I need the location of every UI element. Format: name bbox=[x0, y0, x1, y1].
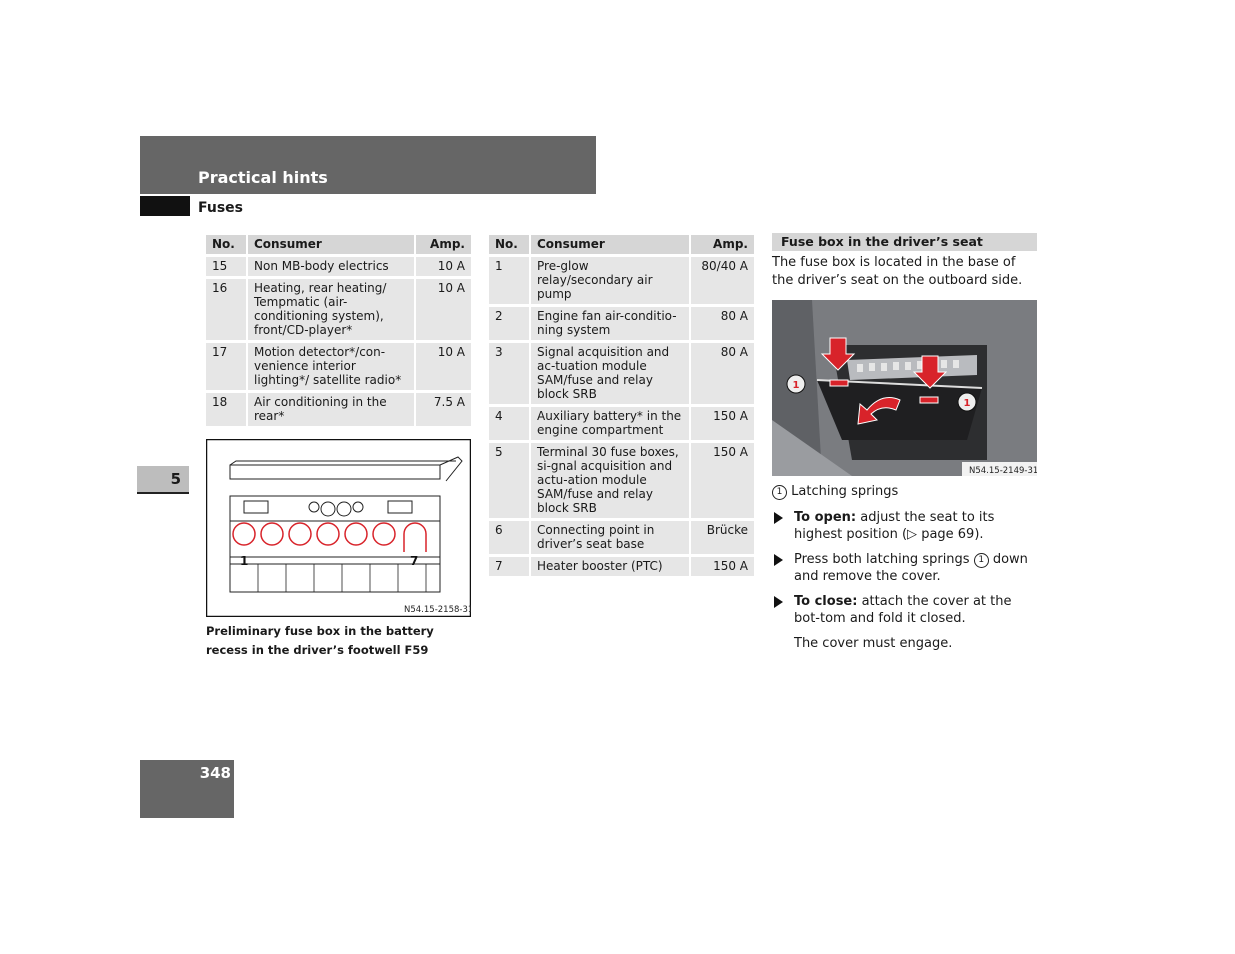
fuse-number: 5 bbox=[489, 443, 529, 518]
figure-caption: Preliminary fuse box in the battery recess in the driver’s footwell F59 bbox=[206, 624, 434, 657]
fuse-amperage: 7.5 A bbox=[414, 393, 471, 426]
step-keyword: To open: bbox=[794, 510, 857, 525]
fuse-number: 6 bbox=[489, 521, 529, 554]
column-header-consumer: Consumer bbox=[529, 235, 689, 254]
fuse-table-left bbox=[206, 232, 471, 429]
column-header-no: No. bbox=[489, 235, 529, 254]
fuse-box-photo-drawing bbox=[772, 300, 1037, 476]
bullet-arrow-icon bbox=[774, 512, 783, 524]
page-number-box bbox=[140, 760, 234, 818]
diagram-label-1: 1 bbox=[240, 554, 249, 568]
fuse-number: 16 bbox=[206, 279, 246, 340]
column-header-no: No. bbox=[206, 235, 246, 254]
photo-marker-right: 1 bbox=[963, 398, 971, 409]
fuse-consumer: Heater booster (PTC) bbox=[529, 557, 689, 576]
legend-number-ref: 1 bbox=[974, 553, 989, 568]
fuse-number: 1 bbox=[489, 257, 529, 304]
fuse-amperage: 80 A bbox=[689, 307, 754, 340]
section-marker bbox=[140, 196, 190, 216]
legend-number: 1 bbox=[772, 485, 787, 500]
table-row bbox=[206, 257, 471, 276]
table-row bbox=[489, 521, 754, 554]
subsection-title: Fuses bbox=[198, 200, 243, 216]
fuse-amperage: 10 A bbox=[414, 343, 471, 390]
fuse-consumer: Heating, rear heating/ Tempmatic (air-conditioning system), front/CD-player* bbox=[246, 279, 414, 340]
fuse-amperage: 150 A bbox=[689, 407, 754, 440]
fuse-box-diagram bbox=[206, 439, 471, 617]
table-row bbox=[206, 279, 471, 340]
page-number: 348 bbox=[199, 764, 231, 782]
fuse-number: 2 bbox=[489, 307, 529, 340]
fuse-number: 18 bbox=[206, 393, 246, 426]
table-row bbox=[489, 307, 754, 340]
fuse-consumer: Connecting point in driver’s seat base bbox=[529, 521, 689, 554]
legend-item bbox=[772, 483, 1037, 501]
column-header-amp: Amp. bbox=[414, 235, 471, 254]
chapter-tab[interactable] bbox=[137, 466, 189, 494]
table-row bbox=[206, 393, 471, 426]
table-row bbox=[489, 443, 754, 518]
step-text: down and remove the cover. bbox=[794, 552, 1028, 584]
fuse-amperage: 10 A bbox=[414, 279, 471, 340]
fuse-consumer: Pre-glow relay/secondary air pump bbox=[529, 257, 689, 304]
fuse-number: 3 bbox=[489, 343, 529, 404]
step-text: Press both latching springs bbox=[794, 552, 974, 567]
fuse-amperage: 80 A bbox=[689, 343, 754, 404]
driver-seat-fuse-section bbox=[772, 233, 1037, 652]
fuse-consumer: Signal acquisition and ac-tuation module SAM/fuse and relay block SRB bbox=[529, 343, 689, 404]
step-open bbox=[772, 509, 1037, 543]
table-row bbox=[489, 407, 754, 440]
diagram-label-7: 7 bbox=[410, 554, 419, 568]
diagram-code: N54.15-2158-31 bbox=[404, 605, 471, 615]
fuse-consumer: Motion detector*/con-venience interior lighting*/ satellite radio* bbox=[246, 343, 414, 390]
fuse-consumer: Auxiliary battery* in the engine compartment bbox=[529, 407, 689, 440]
fuse-number: 17 bbox=[206, 343, 246, 390]
fuse-amperage: Brücke bbox=[689, 521, 754, 554]
page-reference-link[interactable]: page 69). bbox=[921, 527, 984, 542]
fuse-amperage: 150 A bbox=[689, 443, 754, 518]
photo-marker-left: 1 bbox=[792, 380, 800, 391]
fuse-number: 15 bbox=[206, 257, 246, 276]
fuse-table-right bbox=[489, 232, 754, 579]
fuse-box-drawing bbox=[206, 439, 471, 617]
step-text: adjust the seat to its highest position ( bbox=[794, 510, 995, 542]
note-text: The cover must engage. bbox=[794, 636, 953, 651]
step-press-springs bbox=[772, 551, 1037, 585]
bullet-arrow-icon bbox=[774, 596, 783, 608]
section-title: Practical hints bbox=[198, 168, 328, 187]
fuse-consumer: Engine fan air-conditio-ning system bbox=[529, 307, 689, 340]
table-row bbox=[206, 343, 471, 390]
legend-text: Latching springs bbox=[791, 484, 899, 499]
fuse-consumer: Terminal 30 fuse boxes, si-gnal acquisition and actu-ation module SAM/fuse and relay block SRB bbox=[529, 443, 689, 518]
fuse-amperage: 150 A bbox=[689, 557, 754, 576]
page-reference-icon: ▷ bbox=[907, 527, 922, 542]
step-keyword: To close: bbox=[794, 594, 858, 609]
table-row bbox=[489, 343, 754, 404]
bullet-arrow-icon bbox=[774, 554, 783, 566]
column-header-amp: Amp. bbox=[689, 235, 754, 254]
column-header-consumer: Consumer bbox=[246, 235, 414, 254]
fuse-amperage: 80/40 A bbox=[689, 257, 754, 304]
section-heading: Fuse box in the driver’s seat bbox=[772, 233, 1037, 251]
step-close bbox=[772, 593, 1037, 627]
fuse-consumer: Non MB-body electrics bbox=[246, 257, 414, 276]
table-row bbox=[489, 257, 754, 304]
table-row bbox=[489, 557, 754, 576]
fuse-number: 4 bbox=[489, 407, 529, 440]
fuse-consumer: Air conditioning in the rear* bbox=[246, 393, 414, 426]
photo-code: N54.15-2149-31 bbox=[969, 466, 1037, 476]
intro-text: The fuse box is located in the base of the driver’s seat on the outboard side. bbox=[772, 255, 1023, 288]
step-text: attach the cover at the bot-tom and fold it closed. bbox=[794, 594, 1012, 626]
fuse-amperage: 10 A bbox=[414, 257, 471, 276]
fuse-box-photo bbox=[772, 300, 1037, 476]
chapter-number: 5 bbox=[170, 470, 181, 488]
fuse-number: 7 bbox=[489, 557, 529, 576]
